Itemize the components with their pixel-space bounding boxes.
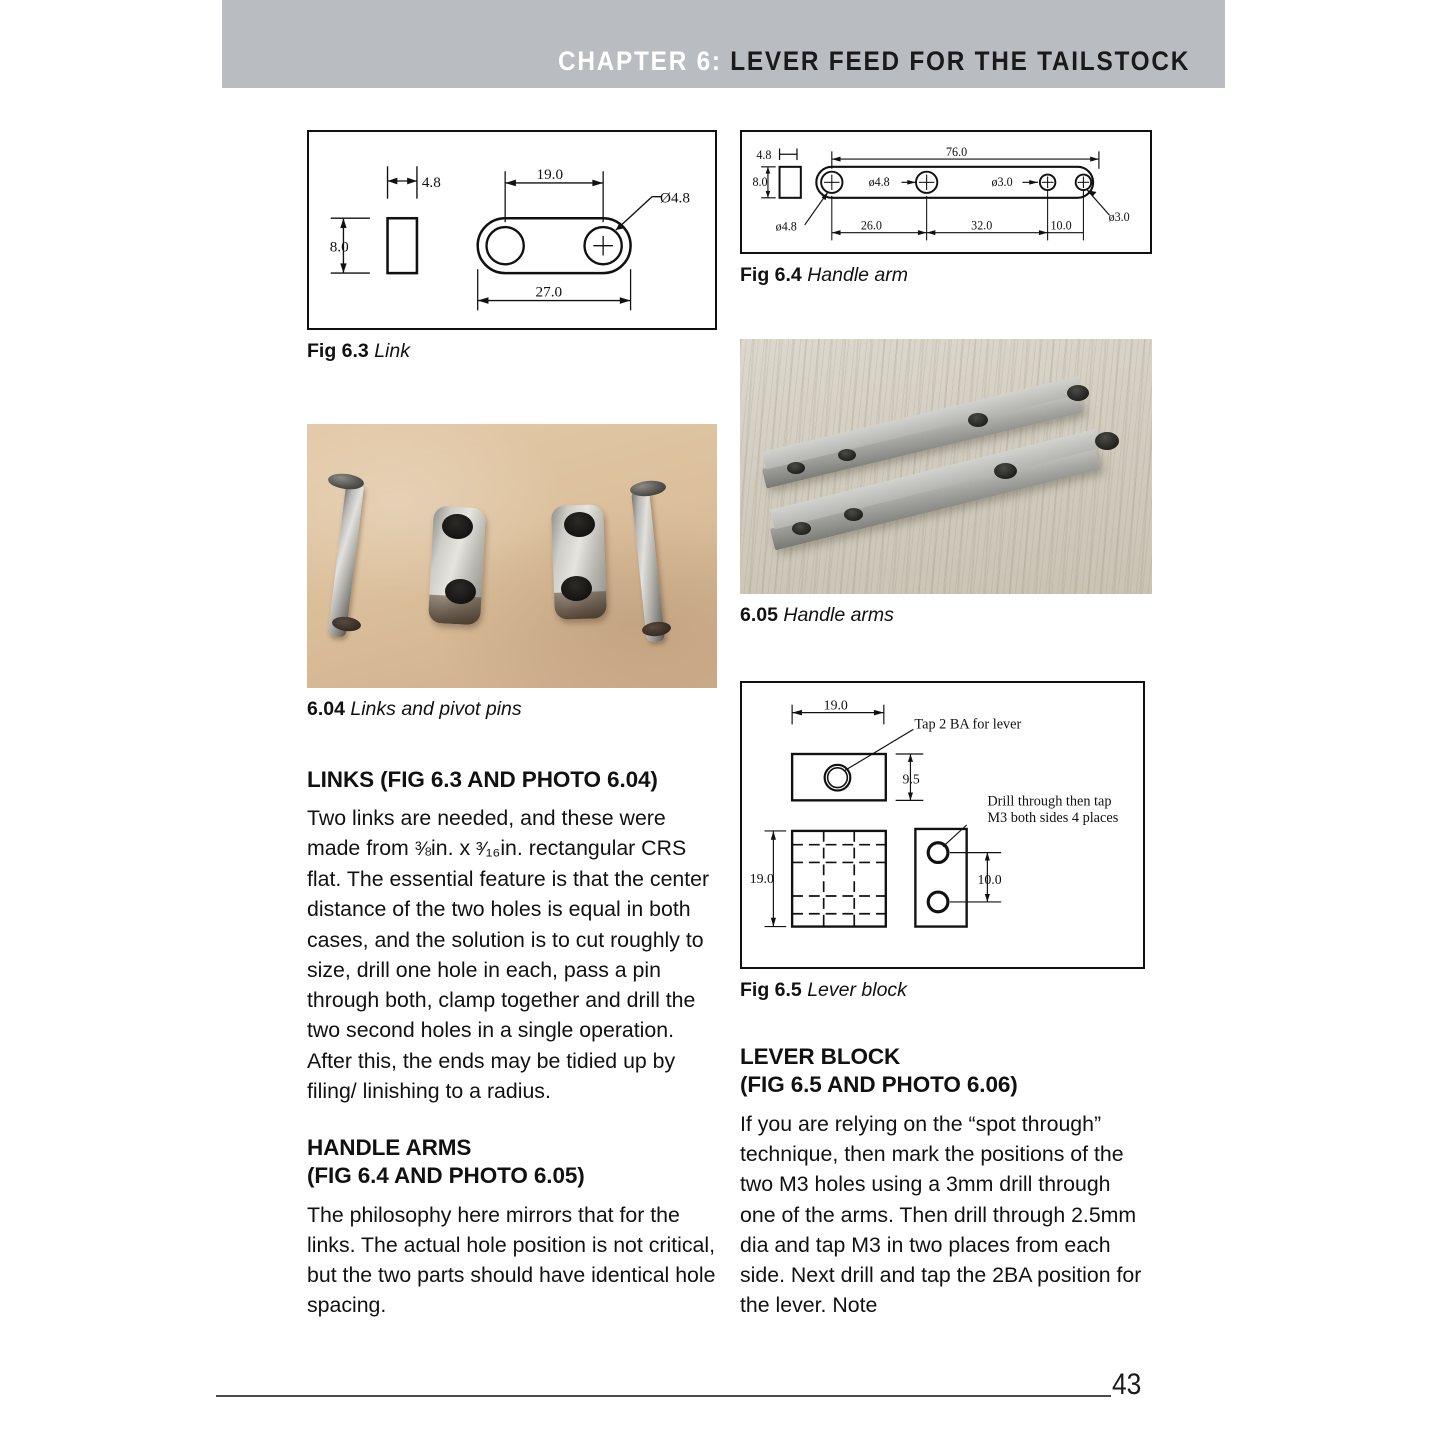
fig64-dim-span2: 32.0: [971, 218, 993, 233]
fig65-note-tap: Tap 2 BA for lever: [914, 716, 1022, 733]
fig65-dim-half-height: 9.5: [902, 771, 920, 787]
figure-6-5-caption: [740, 978, 1150, 1002]
photo-6-05-title: Handle arms: [783, 604, 894, 627]
fig-6-4-number: Fig 6.4: [740, 264, 802, 286]
links-fraction-three-eighths: ⅜: [414, 838, 432, 861]
fig64-dim-dia-mid: ø4.8: [868, 175, 890, 190]
links-section-heading: LINKS (FIG 6.3 AND PHOTO 6.04): [307, 766, 658, 792]
figure-6-5-lever-block-drawing: [740, 681, 1145, 969]
fig64-dim-span3: 10.0: [1050, 218, 1072, 233]
fig-6-5-number: Fig 6.5: [740, 978, 802, 1001]
fig-6-5-svg: [742, 683, 1143, 967]
page-number: 43: [1112, 1368, 1142, 1401]
fig65-dim-height: 19.0: [749, 870, 774, 886]
lever-block-heading-line2: (FIG 6.5 AND PHOTO 6.06): [740, 1072, 1018, 1098]
chapter-number-label: CHAPTER 6:: [557, 46, 722, 76]
fig64-dim-dia-left: ø4.8: [775, 219, 797, 234]
photo-6-05-number: 6.05: [740, 604, 778, 627]
fig65-dim-hole-spacing: 10.0: [977, 871, 1002, 887]
left-column: [307, 130, 717, 1343]
fig-6-3-svg: [309, 132, 715, 328]
chapter-header-title: [558, 46, 1190, 77]
fig65-note-drill-line2: M3 both sides 4 places: [987, 809, 1119, 826]
fig63-dim-hole-dia: Ø4.8: [659, 189, 690, 207]
lever-block-section-paragraph: If you are relying on the “spot through” technique, then mark the positions of the two M3 holes using a 3mm drill through one of the arms. Then drill through 2.5mm dia and tap M3 in two places from each side. Next drill and tap the 2BA position for the lever. Note: [740, 1111, 1142, 1318]
lever-block-heading-line1: LEVER BLOCK: [740, 1044, 901, 1070]
chapter-title-label: LEVER FEED FOR THE TAILSTOCK: [730, 46, 1190, 76]
photo-6-04-links-and-pivot-pins: [307, 424, 717, 688]
handle-arms-section-heading: [307, 1134, 717, 1191]
links-para-part-c: in. rectangular CRS flat. The essential feature is that the center distance of the two holes is equal in both cases, and the solution is to cut roughly to size, drill one hole in each, pass a pin through both, clamp together and drill the two second holes in a single operation. After this, the ends may be tidied up by filing/ linishing to a radius.: [307, 836, 710, 1103]
fig63-dim-hole-centers: 19.0: [536, 166, 564, 184]
fig63-dim-length: 27.0: [535, 283, 563, 301]
handle-arms-heading-line1: HANDLE ARMS: [307, 1135, 472, 1161]
figure-6-4-handle-arm-drawing: [740, 130, 1152, 254]
photo-6-04-caption: [307, 697, 717, 721]
figure-6-4-caption: [740, 263, 1150, 287]
links-para-part-a: Two links are needed, and these were made from: [307, 806, 666, 861]
links-fraction-three-sixteenths: ³⁄₁₆: [476, 838, 501, 861]
handle-arms-section-paragraph: The philosophy here mirrors that for the links. The actual hole position is not critical, but the two parts should have identical hole spacing.: [307, 1202, 716, 1318]
fig64-dim-height: 8.0: [752, 175, 768, 190]
footer-rule: [216, 1395, 1111, 1397]
fig-6-5-title: Lever block: [807, 978, 907, 1001]
links-para-part-b: in. x: [431, 836, 477, 861]
fig-6-3-title: Link: [374, 340, 410, 362]
photo-6-05-handle-arms: [740, 339, 1152, 594]
fig63-dim-height: 8.0: [329, 238, 349, 256]
fig64-dim-thickness: 4.8: [756, 148, 772, 163]
right-column: [740, 130, 1150, 1342]
fig64-dim-dia-small-left: ø3.0: [991, 175, 1013, 190]
chapter-header-band: [222, 0, 1225, 88]
fig-6-3-number: Fig 6.3: [307, 340, 369, 362]
links-section-paragraph: [307, 803, 717, 1106]
photo-6-05-caption: [740, 603, 1150, 627]
fig63-dim-thickness: 4.8: [421, 173, 441, 191]
fig65-dim-width: 19.0: [823, 697, 848, 713]
photo-6-04-title: Links and pivot pins: [350, 698, 522, 721]
fig65-note-drill-line1: Drill through then tap: [987, 793, 1112, 810]
photo-6-04-number: 6.04: [307, 698, 345, 721]
lever-block-section-heading: [740, 1043, 1150, 1100]
fig64-dim-dia-small-right: ø3.0: [1108, 210, 1130, 225]
fig-6-4-title: Handle arm: [807, 264, 908, 286]
fig64-dim-span1: 26.0: [860, 218, 882, 233]
handle-arms-heading-line2: (FIG 6.4 AND PHOTO 6.05): [307, 1163, 585, 1189]
fig64-dim-overall: 76.0: [946, 145, 968, 160]
figure-6-3-caption: [307, 339, 717, 363]
fig-6-4-svg: [742, 132, 1150, 252]
figure-6-3-link-drawing: [307, 130, 717, 330]
